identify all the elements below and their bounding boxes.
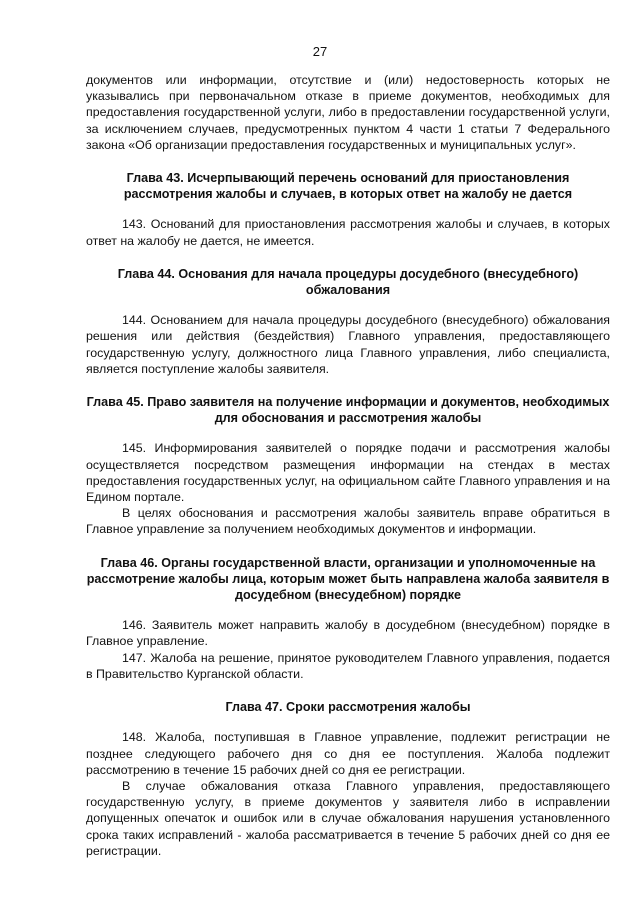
paragraph-148: 148. Жалоба, поступившая в Главное управление, подлежит регистрации не позднее следующего рабочего дня со дня ее поступления. Жалоба подлежит рассмотрению в течение 15 рабочих дней со дня ее регистрации. [86,730,610,777]
paragraph-145-continued: В целях обоснования и рассмотрения жалобы заявитель вправе обратиться в Главное управление за получением необходимых документов и информации. [86,506,610,537]
chapter-46-heading: Глава 46. Органы государственной власти, организации и уполномоченные на рассмотрение жалобы лица, которым может быть направлена жалоба заявителя в досудебном (внесудебном) порядке [86,555,610,603]
paragraph-148-continued: В случае обжалования отказа Главного управления, предоставляющего государственную услугу, в приеме документов у заявителя либо в исправлении допущенных опечаток и ошибок или в случае обжалования нарушения установленного срока таких исправлений - жалоба рассматривается в течение 5 рабочих дней со дня ее регистрации. [86,778,610,858]
paragraph-147: 147. Жалоба на решение, принятое руководителем Главного управления, подается в Правительство Курганской области. [86,650,610,681]
chapter-45-heading: Глава 45. Право заявителя на получение информации и документов, необходимых для обоснования и рассмотрения жалобы [86,395,610,426]
paragraph-145: 145. Информирования заявителей о порядке подачи и рассмотрения жалобы осуществляется посредством размещения информации на стендах в местах предоставления государственных услуг, на официальном сайте Главного управления и на Едином портале. [86,441,610,505]
chapter-47-heading: Глава 47. Сроки рассмотрения жалобы [225,700,471,715]
paragraph-144: 144. Основанием для начала процедуры досудебного (внесудебного) обжалования решения или действия (бездействия) Главного управления, предоставляющего государственную услугу, должностного лица Главного управления, либо специалиста, является поступление жалобы заявителя. [86,313,610,376]
intro-paragraph: документов или информации, отсутствие и (или) недостоверность которых не указывались при первоначальном отказе в приеме документов, необходимых для предоставления государственной услуги, либо в предоставлении государственной услуги, за исключением случаев, предусмотренных пунктом 4 части 1 статьи 7 Федерального закона «Об организации предоставления государственных и муниципальных услуг». [86,73,610,152]
document-body [86,72,610,859]
paragraph-146: 146. Заявитель может направить жалобу в досудебном (внесудебном) порядке в Главное управление. [86,618,610,649]
paragraph-143: 143. Оснований для приостановления рассмотрения жалобы и случаев, в которых ответ на жалобу не дается, не имеется. [86,217,610,248]
chapter-44-heading: Глава 44. Основания для начала процедуры досудебного (внесудебного) обжалования [117,266,579,298]
chapter-43-heading: Глава 43. Исчерпывающий перечень оснований для приостановления рассмотрения жалобы и случаев, в которых ответ на жалобу не дается [123,171,573,202]
page-number: 27 [312,44,328,59]
